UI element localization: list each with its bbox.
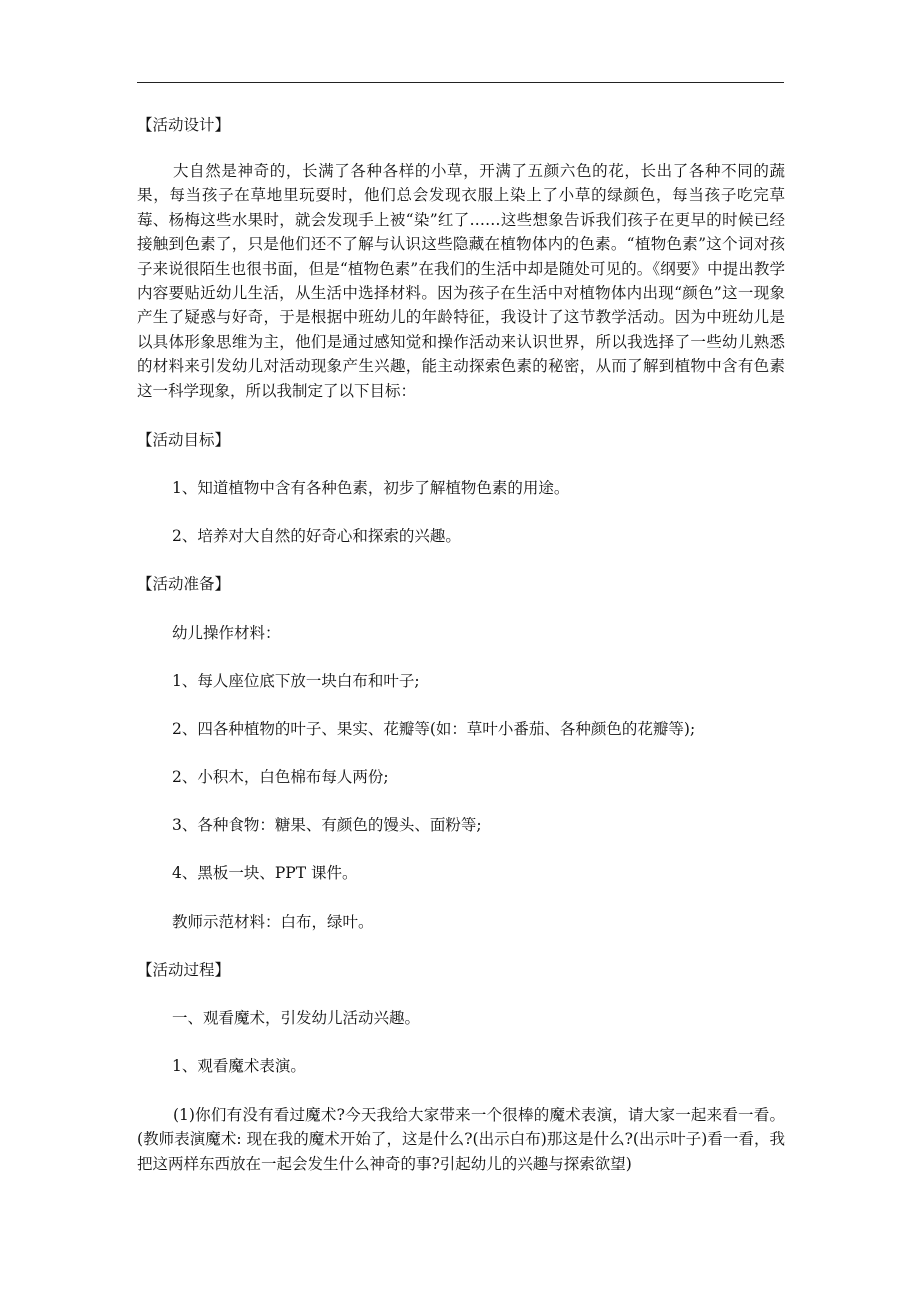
header-rule bbox=[137, 82, 784, 83]
prep-item: 3、各种食物：糖果、有颜色的馒头、面粉等; bbox=[172, 816, 482, 834]
prep-item: 2、小积木，白色棉布每人两份; bbox=[172, 768, 389, 786]
heading-activity-prep: 【活动准备】 bbox=[137, 575, 231, 593]
goal-item: 2、培养对大自然的好奇心和探索的兴趣。 bbox=[172, 527, 461, 545]
heading-activity-goals: 【活动目标】 bbox=[137, 431, 231, 449]
goal-item: 1、知道植物中含有各种色素，初步了解植物色素的用途。 bbox=[172, 479, 570, 497]
prep-item: 4、黑板一块、PPT 课件。 bbox=[172, 864, 358, 882]
prep-item: 2、四各种植物的叶子、果实、花瓣等(如：草叶小番茄、各种颜色的花瓣等); bbox=[172, 720, 696, 738]
teacher-materials-label: 教师示范材料：白布，绿叶。 bbox=[172, 913, 374, 931]
process-substep: 1、观看魔术表演。 bbox=[172, 1057, 306, 1075]
heading-activity-process: 【活动过程】 bbox=[137, 961, 231, 979]
process-paragraph: (1)你们有没有看过魔术?今天我给大家带来一个很棒的魔术表演，请大家一起来看一看。(教师表演魔术: 现在我的魔术开始了，这是什么?(出示白布)那这是什么?(出示叶子)看一看，我把这两样东西放在一起会发生什么神奇的事?引起幼儿的兴趣与探索欲望) bbox=[137, 1106, 785, 1173]
heading-activity-design: 【活动设计】 bbox=[137, 116, 231, 134]
process-step: 一、观看魔术，引发幼儿活动兴趣。 bbox=[172, 1009, 421, 1027]
prep-item: 1、每人座位底下放一块白布和叶子; bbox=[172, 672, 420, 690]
child-materials-label: 幼儿操作材料： bbox=[172, 624, 281, 642]
design-paragraph: 大自然是神奇的，长满了各种各样的小草，开满了五颜六色的花，长出了各种不同的蔬果，每当孩子在草地里玩耍时，他们总会发现衣服上染上了小草的绿颜色，每当孩子吃完草莓、杨梅这些水果时，就会发现手上被“染”红了……这些想象告诉我们孩子在更早的时候已经接触到色素了，只是他们还不了解与认识这些隐藏在植物体内的色素。“植物色素”这个词对孩子来说很陌生也很书面，但是“植物色素”在我们的生活中却是随处可见的。《纲要》中提出教学内容要贴近幼儿生活，从生活中选择材料。因为孩子在生活中对植物体内出现“颜色”这一现象产生了疑惑与好奇，于是根据中班幼儿的年龄特征，我设计了这节教学活动。因为中班幼儿是以具体形象思维为主，他们是通过感知觉和操作活动来认识世界，所以我选择了一些幼儿熟悉的材料来引发幼儿对活动现象产生兴趣，能主动探索色素的秘密，从而了解到植物中含有色素这一科学现象，所以我制定了以下目标： bbox=[137, 162, 785, 400]
